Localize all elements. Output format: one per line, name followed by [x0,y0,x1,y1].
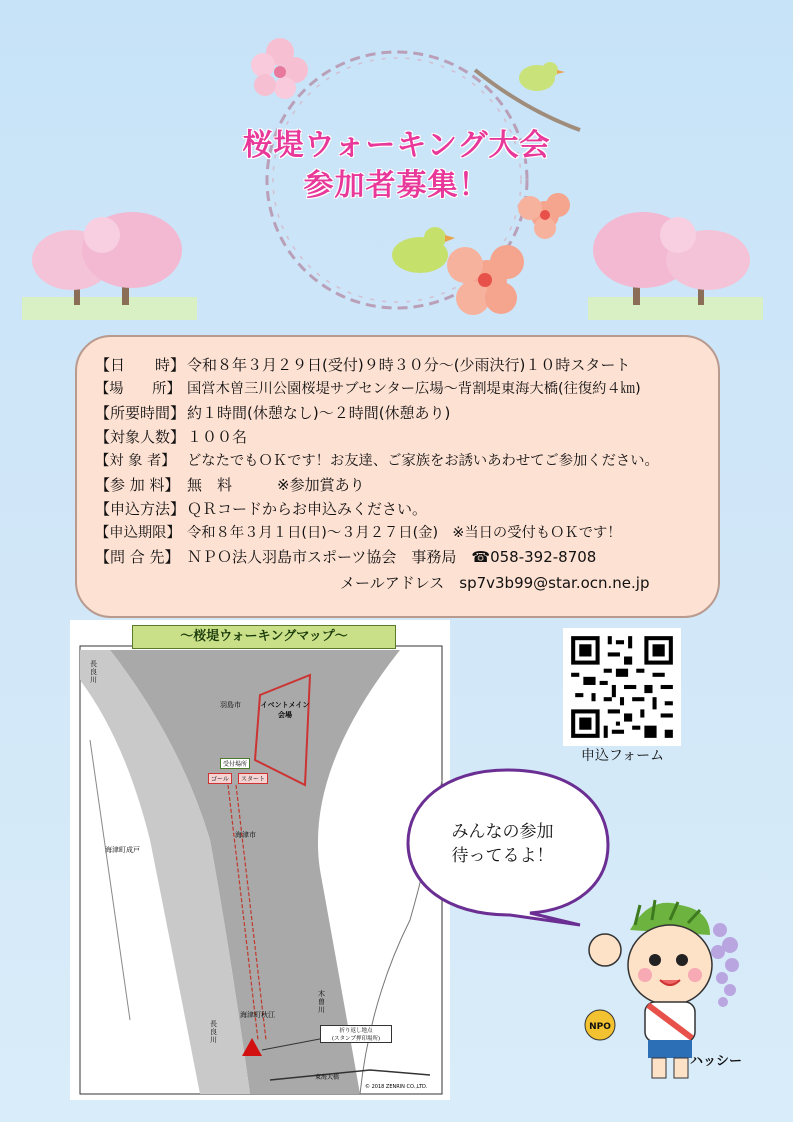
kaizu-label: 海津市 [235,831,256,839]
map-title: ～桜堤ウォーキングマップ～ [132,625,396,649]
cherry-tree-right [588,205,763,320]
info-row-place: 【場 所】 国営木曽三川公園桜堤サブセンター広場～背割堤東海大橋(往復約４㎞) [95,381,641,397]
narito-label: 海津町成戸 [105,846,140,854]
cherry-tree-left [22,205,197,320]
turnaround-label: 折り返し地点 (スタンプ押印場所) [320,1025,392,1043]
qr-code[interactable] [563,628,681,746]
river-kiso-label: 木曽川 [318,990,325,1014]
tokai-bridge-label: 東海大橋 [315,1074,340,1081]
bubble-text: みんなの参加 待ってるよ！ [451,822,554,866]
info-row-date: 【日 時】 令和８年３月２９日(受付)９時３０分～(少雨決行)１０時スタート [95,356,631,374]
river-nagara-label-2: 長良川 [210,1020,217,1044]
info-row-duration: 【所要時間】 約１時間(休憩なし)～２時間(休憩あり) [95,404,451,422]
info-row-contact: 【問 合 先】 ＮＰＯ法人羽島市スポーツ協会 事務局 ☎058-392-8708 [95,548,597,566]
walking-map [70,620,450,1100]
bird-icon [392,227,455,273]
plum-blossom-icon [447,245,524,315]
start-label: スタート [238,773,268,784]
river-nagara-label: 長良川 [90,660,97,684]
info-row-capacity: 【対象人数】 １００名 [95,428,248,446]
npo-badge-text: NPO [589,1022,611,1032]
info-row-method: 【申込方法】 ＱＲコードからお申込みください。 [95,500,428,518]
event-venue-label: イベントメイン会場 [260,701,310,719]
goal-label: ゴール [208,773,232,784]
event-subtitle: 参加者募集！ [303,168,490,203]
reception-label: 受付場所 [220,758,250,769]
event-title: 桜堤ウォーキング大会 [242,128,551,163]
info-row-target: 【対 象 者】 どなたでもＯＫです！お友達、ご家族をお誘いあわせてご参加ください。 [95,453,659,469]
mascot-name: ハッシー [690,1054,743,1069]
info-row-fee: 【参 加 料】 無 料 ※参加賞あり [95,476,365,494]
contact-email[interactable]: メールアドレス sp7v3b99@star.ocn.ne.jp [340,574,650,592]
sakura-blossom-icon [251,38,308,99]
map-copyright: © 2018 ZENRIN CO.,LTD. [365,1084,428,1090]
hashima-label: 羽島市 [220,701,241,709]
bird-icon [519,62,565,91]
info-row-deadline: 【申込期限】 令和８年３月１日(日)～３月２７日(金) ※当日の受付もＯＫです！ [95,525,622,541]
akitsu-label: 海津町秋江 [240,1011,275,1019]
qr-caption: 申込フォーム [580,748,665,764]
